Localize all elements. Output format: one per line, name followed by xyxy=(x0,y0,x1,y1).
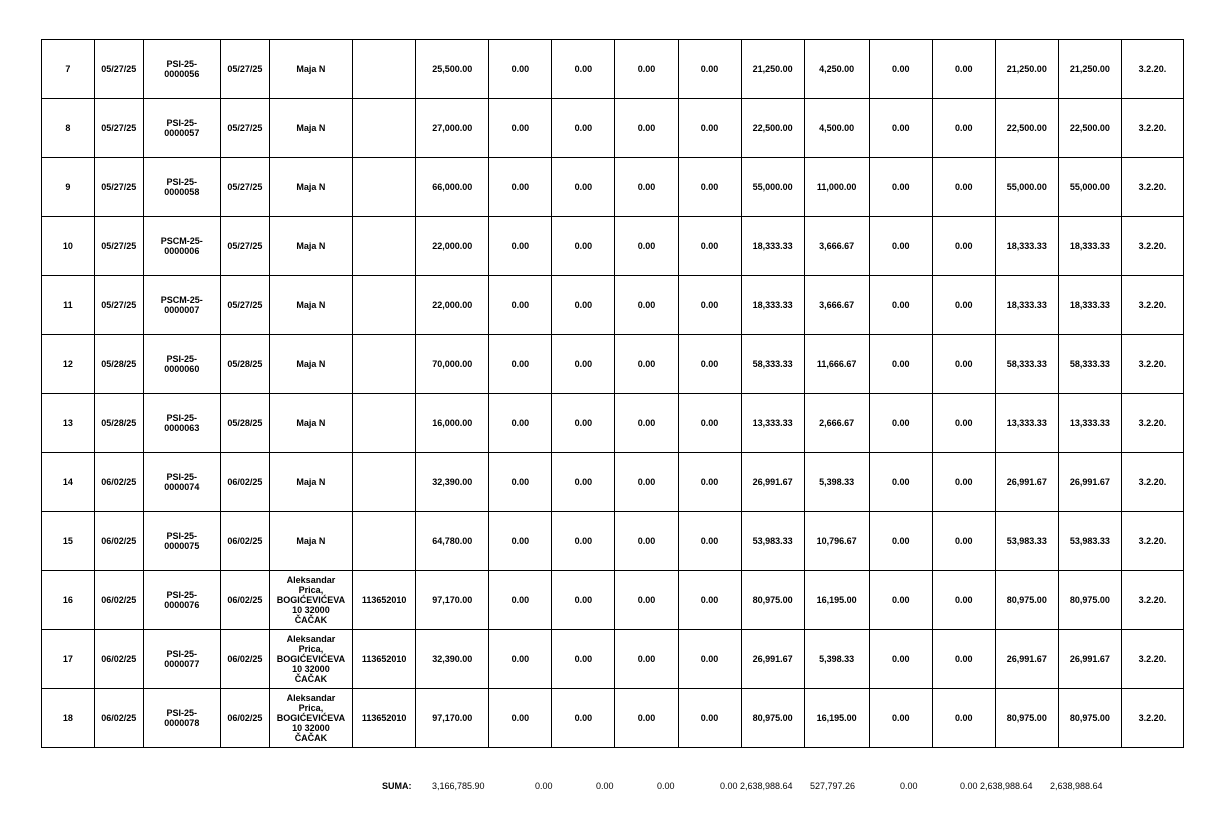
buyer-cell: Aleksandar Prica, BOGIĆEVIĆEVA 10 32000 ČAČAK xyxy=(269,689,352,748)
date-cell: 05/27/25 xyxy=(94,217,143,276)
amount-cell: 80,975.00 xyxy=(741,689,804,748)
amount-cell: 0.00 xyxy=(678,630,741,689)
amount-cell: 0.00 xyxy=(615,512,678,571)
code-cell: 3.2.20. xyxy=(1121,453,1183,512)
table-row xyxy=(42,335,1184,394)
amount-cell: 53,983.33 xyxy=(995,512,1058,571)
document-number: PSI-25- 0000058 xyxy=(143,158,220,217)
row-number: 11 xyxy=(42,276,95,335)
amount-cell: 18,333.33 xyxy=(995,217,1058,276)
amount-cell: 0.00 xyxy=(615,99,678,158)
document-number: PSI-25- 0000076 xyxy=(143,571,220,630)
amount-cell: 0.00 xyxy=(615,335,678,394)
amount-cell: 0.00 xyxy=(678,40,741,99)
totals-label: SUMA: xyxy=(382,781,412,791)
tax-id-cell: 113652010 xyxy=(353,571,416,630)
amount-cell: 13,333.33 xyxy=(1058,394,1121,453)
table-row xyxy=(42,689,1184,748)
table-row xyxy=(42,99,1184,158)
amount-cell: 0.00 xyxy=(869,276,932,335)
amount-cell: 58,333.33 xyxy=(741,335,804,394)
row-number: 10 xyxy=(42,217,95,276)
date-cell: 06/02/25 xyxy=(94,512,143,571)
date-cell: 05/28/25 xyxy=(220,394,269,453)
date-cell: 06/02/25 xyxy=(220,571,269,630)
document-number: PSI-25- 0000077 xyxy=(143,630,220,689)
amount-cell: 5,398.33 xyxy=(804,453,869,512)
totals-row xyxy=(0,781,1207,795)
amount-cell: 0.00 xyxy=(489,99,552,158)
tax-id-cell: 113652010 xyxy=(353,689,416,748)
tax-id-cell xyxy=(353,40,416,99)
row-number: 17 xyxy=(42,630,95,689)
buyer-cell: Maja N xyxy=(269,394,352,453)
amount-cell: 0.00 xyxy=(869,40,932,99)
row-number: 14 xyxy=(42,453,95,512)
amount-cell: 58,333.33 xyxy=(995,335,1058,394)
amount-cell: 0.00 xyxy=(932,335,995,394)
total-cell: 0.00 xyxy=(900,781,918,791)
amount-cell: 80,975.00 xyxy=(1058,571,1121,630)
total-cell: 0.00 xyxy=(960,781,978,791)
code-cell: 3.2.20. xyxy=(1121,158,1183,217)
amount-cell: 0.00 xyxy=(615,158,678,217)
total-cell: 2,638,988.64 xyxy=(1050,781,1103,791)
ledger-body xyxy=(42,40,1184,748)
document-number: PSI-25- 0000078 xyxy=(143,689,220,748)
amount-cell: 25,500.00 xyxy=(416,40,489,99)
amount-cell: 4,500.00 xyxy=(804,99,869,158)
row-number: 16 xyxy=(42,571,95,630)
table-row xyxy=(42,276,1184,335)
table-row xyxy=(42,217,1184,276)
amount-cell: 0.00 xyxy=(552,394,615,453)
amount-cell: 2,666.67 xyxy=(804,394,869,453)
date-cell: 05/27/25 xyxy=(94,99,143,158)
tax-id-cell xyxy=(353,335,416,394)
amount-cell: 0.00 xyxy=(869,512,932,571)
amount-cell: 21,250.00 xyxy=(741,40,804,99)
document-number: PSCM-25- 0000007 xyxy=(143,276,220,335)
amount-cell: 13,333.33 xyxy=(995,394,1058,453)
amount-cell: 0.00 xyxy=(869,630,932,689)
row-number: 13 xyxy=(42,394,95,453)
amount-cell: 0.00 xyxy=(678,217,741,276)
amount-cell: 0.00 xyxy=(552,571,615,630)
date-cell: 05/28/25 xyxy=(220,335,269,394)
buyer-cell: Maja N xyxy=(269,99,352,158)
amount-cell: 0.00 xyxy=(552,40,615,99)
amount-cell: 16,195.00 xyxy=(804,689,869,748)
amount-cell: 0.00 xyxy=(489,630,552,689)
date-cell: 06/02/25 xyxy=(94,630,143,689)
amount-cell: 0.00 xyxy=(678,512,741,571)
amount-cell: 0.00 xyxy=(869,158,932,217)
amount-cell: 0.00 xyxy=(869,453,932,512)
amount-cell: 0.00 xyxy=(489,394,552,453)
row-number: 18 xyxy=(42,689,95,748)
document-number: PSI-25- 0000075 xyxy=(143,512,220,571)
amount-cell: 0.00 xyxy=(489,158,552,217)
amount-cell: 80,975.00 xyxy=(741,571,804,630)
code-cell: 3.2.20. xyxy=(1121,335,1183,394)
amount-cell: 0.00 xyxy=(615,689,678,748)
amount-cell: 0.00 xyxy=(615,40,678,99)
total-cell: 0.00 xyxy=(657,781,675,791)
amount-cell: 0.00 xyxy=(932,512,995,571)
date-cell: 05/27/25 xyxy=(94,40,143,99)
document-number: PSI-25- 0000074 xyxy=(143,453,220,512)
date-cell: 05/27/25 xyxy=(94,276,143,335)
amount-cell: 0.00 xyxy=(489,571,552,630)
date-cell: 05/27/25 xyxy=(94,158,143,217)
amount-cell: 21,250.00 xyxy=(1058,40,1121,99)
code-cell: 3.2.20. xyxy=(1121,217,1183,276)
amount-cell: 26,991.67 xyxy=(741,630,804,689)
amount-cell: 0.00 xyxy=(678,99,741,158)
date-cell: 06/02/25 xyxy=(94,689,143,748)
amount-cell: 0.00 xyxy=(869,335,932,394)
date-cell: 05/28/25 xyxy=(94,335,143,394)
amount-cell: 97,170.00 xyxy=(416,689,489,748)
amount-cell: 0.00 xyxy=(489,40,552,99)
buyer-cell: Maja N xyxy=(269,453,352,512)
amount-cell: 0.00 xyxy=(932,630,995,689)
amount-cell: 16,000.00 xyxy=(416,394,489,453)
buyer-cell: Maja N xyxy=(269,40,352,99)
tax-id-cell xyxy=(353,453,416,512)
amount-cell: 10,796.67 xyxy=(804,512,869,571)
amount-cell: 21,250.00 xyxy=(995,40,1058,99)
amount-cell: 0.00 xyxy=(932,571,995,630)
amount-cell: 0.00 xyxy=(489,453,552,512)
amount-cell: 22,500.00 xyxy=(995,99,1058,158)
tax-id-cell xyxy=(353,158,416,217)
row-number: 15 xyxy=(42,512,95,571)
amount-cell: 18,333.33 xyxy=(741,276,804,335)
amount-cell: 55,000.00 xyxy=(995,158,1058,217)
amount-cell: 0.00 xyxy=(552,335,615,394)
amount-cell: 22,000.00 xyxy=(416,276,489,335)
amount-cell: 5,398.33 xyxy=(804,630,869,689)
date-cell: 06/02/25 xyxy=(94,571,143,630)
date-cell: 06/02/25 xyxy=(220,453,269,512)
amount-cell: 4,250.00 xyxy=(804,40,869,99)
table-row xyxy=(42,512,1184,571)
document-number: PSI-25- 0000056 xyxy=(143,40,220,99)
amount-cell: 0.00 xyxy=(489,276,552,335)
amount-cell: 22,000.00 xyxy=(416,217,489,276)
date-cell: 05/27/25 xyxy=(220,158,269,217)
amount-cell: 0.00 xyxy=(678,158,741,217)
amount-cell: 0.00 xyxy=(678,571,741,630)
code-cell: 3.2.20. xyxy=(1121,394,1183,453)
tax-id-cell xyxy=(353,99,416,158)
amount-cell: 26,991.67 xyxy=(995,453,1058,512)
document-number: PSI-25- 0000063 xyxy=(143,394,220,453)
row-number: 9 xyxy=(42,158,95,217)
buyer-cell: Maja N xyxy=(269,158,352,217)
buyer-cell: Aleksandar Prica, BOGIĆEVIĆEVA 10 32000 ČAČAK xyxy=(269,630,352,689)
amount-cell: 66,000.00 xyxy=(416,158,489,217)
amount-cell: 0.00 xyxy=(489,689,552,748)
amount-cell: 32,390.00 xyxy=(416,630,489,689)
amount-cell: 0.00 xyxy=(932,158,995,217)
amount-cell: 16,195.00 xyxy=(804,571,869,630)
code-cell: 3.2.20. xyxy=(1121,99,1183,158)
amount-cell: 0.00 xyxy=(615,630,678,689)
amount-cell: 22,500.00 xyxy=(1058,99,1121,158)
date-cell: 05/27/25 xyxy=(220,276,269,335)
amount-cell: 3,666.67 xyxy=(804,276,869,335)
date-cell: 06/02/25 xyxy=(220,630,269,689)
amount-cell: 0.00 xyxy=(932,453,995,512)
tax-id-cell: 113652010 xyxy=(353,630,416,689)
amount-cell: 0.00 xyxy=(615,571,678,630)
amount-cell: 55,000.00 xyxy=(741,158,804,217)
table-row xyxy=(42,394,1184,453)
amount-cell: 0.00 xyxy=(869,99,932,158)
date-cell: 06/02/25 xyxy=(94,453,143,512)
amount-cell: 22,500.00 xyxy=(741,99,804,158)
document-number: PSCM-25- 0000006 xyxy=(143,217,220,276)
amount-cell: 0.00 xyxy=(552,158,615,217)
amount-cell: 55,000.00 xyxy=(1058,158,1121,217)
amount-cell: 0.00 xyxy=(552,99,615,158)
table-row xyxy=(42,571,1184,630)
amount-cell: 18,333.33 xyxy=(995,276,1058,335)
amount-cell: 0.00 xyxy=(678,689,741,748)
table-row xyxy=(42,453,1184,512)
buyer-cell: Aleksandar Prica, BOGIĆEVIĆEVA 10 32000 ČAČAK xyxy=(269,571,352,630)
date-cell: 05/27/25 xyxy=(220,40,269,99)
code-cell: 3.2.20. xyxy=(1121,276,1183,335)
total-cell: 3,166,785.90 xyxy=(432,781,485,791)
amount-cell: 0.00 xyxy=(932,689,995,748)
amount-cell: 0.00 xyxy=(932,40,995,99)
amount-cell: 0.00 xyxy=(552,689,615,748)
amount-cell: 0.00 xyxy=(932,276,995,335)
code-cell: 3.2.20. xyxy=(1121,689,1183,748)
amount-cell: 27,000.00 xyxy=(416,99,489,158)
tax-id-cell xyxy=(353,394,416,453)
date-cell: 05/27/25 xyxy=(220,99,269,158)
tax-id-cell xyxy=(353,512,416,571)
buyer-cell: Maja N xyxy=(269,217,352,276)
amount-cell: 26,991.67 xyxy=(1058,453,1121,512)
amount-cell: 18,333.33 xyxy=(1058,276,1121,335)
amount-cell: 80,975.00 xyxy=(995,689,1058,748)
amount-cell: 0.00 xyxy=(678,453,741,512)
amount-cell: 0.00 xyxy=(615,217,678,276)
date-cell: 05/27/25 xyxy=(220,217,269,276)
buyer-cell: Maja N xyxy=(269,276,352,335)
amount-cell: 0.00 xyxy=(489,335,552,394)
date-cell: 05/28/25 xyxy=(94,394,143,453)
amount-cell: 26,991.67 xyxy=(1058,630,1121,689)
amount-cell: 26,991.67 xyxy=(995,630,1058,689)
amount-cell: 0.00 xyxy=(552,217,615,276)
document-number: PSI-25- 0000057 xyxy=(143,99,220,158)
total-cell: 2,638,988.64 xyxy=(980,781,1033,791)
tax-id-cell xyxy=(353,276,416,335)
amount-cell: 0.00 xyxy=(932,217,995,276)
date-cell: 06/02/25 xyxy=(220,512,269,571)
amount-cell: 58,333.33 xyxy=(1058,335,1121,394)
row-number: 7 xyxy=(42,40,95,99)
total-cell: 0.00 xyxy=(720,781,738,791)
code-cell: 3.2.20. xyxy=(1121,571,1183,630)
amount-cell: 0.00 xyxy=(552,453,615,512)
amount-cell: 0.00 xyxy=(489,512,552,571)
code-cell: 3.2.20. xyxy=(1121,40,1183,99)
tax-id-cell xyxy=(353,217,416,276)
amount-cell: 26,991.67 xyxy=(741,453,804,512)
amount-cell: 0.00 xyxy=(552,276,615,335)
amount-cell: 80,975.00 xyxy=(1058,689,1121,748)
amount-cell: 53,983.33 xyxy=(741,512,804,571)
amount-cell: 11,000.00 xyxy=(804,158,869,217)
amount-cell: 0.00 xyxy=(678,335,741,394)
amount-cell: 32,390.00 xyxy=(416,453,489,512)
document-number: PSI-25- 0000060 xyxy=(143,335,220,394)
amount-cell: 0.00 xyxy=(869,689,932,748)
code-cell: 3.2.20. xyxy=(1121,630,1183,689)
amount-cell: 0.00 xyxy=(615,453,678,512)
amount-cell: 0.00 xyxy=(552,512,615,571)
amount-cell: 0.00 xyxy=(932,99,995,158)
date-cell: 06/02/25 xyxy=(220,689,269,748)
row-number: 8 xyxy=(42,99,95,158)
buyer-cell: Maja N xyxy=(269,335,352,394)
row-number: 12 xyxy=(42,335,95,394)
amount-cell: 0.00 xyxy=(869,217,932,276)
table-row xyxy=(42,630,1184,689)
amount-cell: 18,333.33 xyxy=(1058,217,1121,276)
buyer-cell: Maja N xyxy=(269,512,352,571)
amount-cell: 0.00 xyxy=(615,276,678,335)
amount-cell: 11,666.67 xyxy=(804,335,869,394)
table-row xyxy=(42,158,1184,217)
amount-cell: 13,333.33 xyxy=(741,394,804,453)
total-cell: 0.00 xyxy=(596,781,614,791)
total-cell: 0.00 xyxy=(535,781,553,791)
ledger-table xyxy=(41,39,1184,748)
amount-cell: 80,975.00 xyxy=(995,571,1058,630)
code-cell: 3.2.20. xyxy=(1121,512,1183,571)
amount-cell: 70,000.00 xyxy=(416,335,489,394)
amount-cell: 64,780.00 xyxy=(416,512,489,571)
amount-cell: 3,666.67 xyxy=(804,217,869,276)
amount-cell: 0.00 xyxy=(615,394,678,453)
amount-cell: 0.00 xyxy=(869,571,932,630)
amount-cell: 0.00 xyxy=(678,276,741,335)
amount-cell: 97,170.00 xyxy=(416,571,489,630)
amount-cell: 0.00 xyxy=(678,394,741,453)
amount-cell: 0.00 xyxy=(869,394,932,453)
amount-cell: 18,333.33 xyxy=(741,217,804,276)
total-cell: 2,638,988.64 xyxy=(740,781,793,791)
amount-cell: 0.00 xyxy=(552,630,615,689)
total-cell: 527,797.26 xyxy=(810,781,856,791)
table-row xyxy=(42,40,1184,99)
amount-cell: 53,983.33 xyxy=(1058,512,1121,571)
amount-cell: 0.00 xyxy=(932,394,995,453)
amount-cell: 0.00 xyxy=(489,217,552,276)
